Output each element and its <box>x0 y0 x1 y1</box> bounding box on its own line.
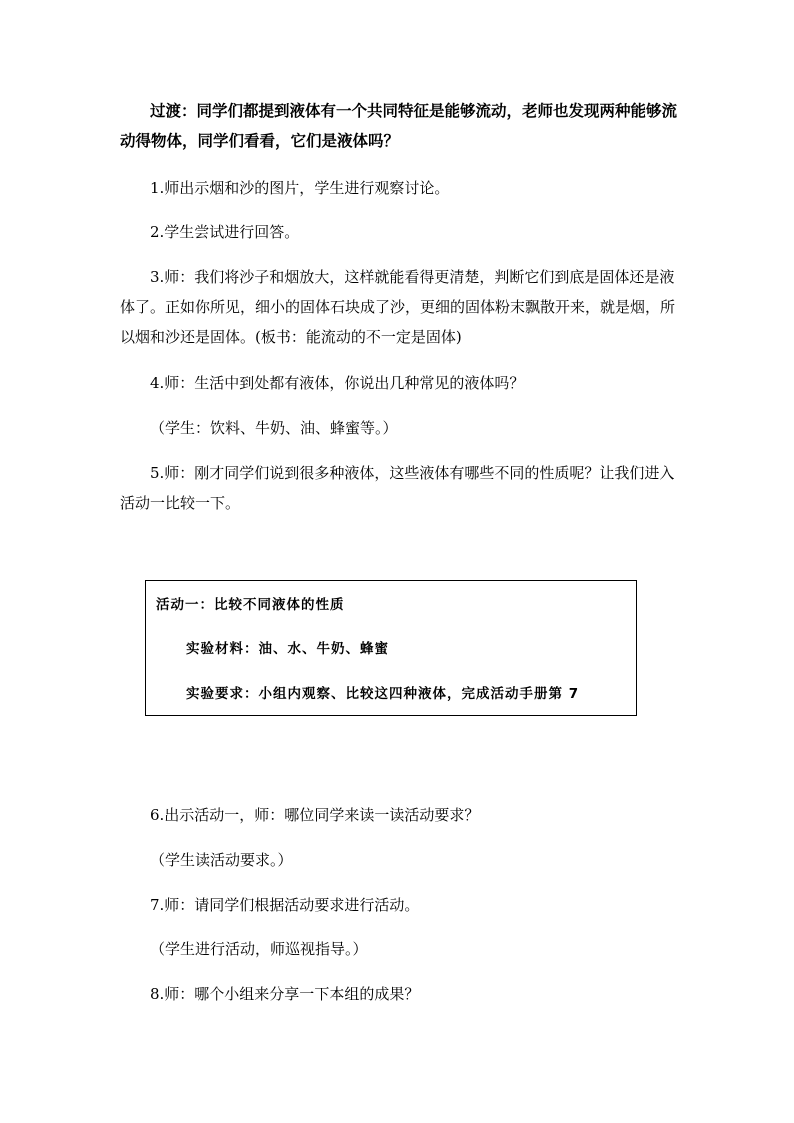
paragraph-transition: 过渡：同学们都提到液体有一个共同特征是能够流动，老师也发现两种能够流动得物体，同学们看看，它们是液体吗？ <box>120 101 678 150</box>
activity-box <box>145 580 637 716</box>
paragraph-7-reply: （学生进行活动，师巡视指导。） <box>150 940 368 958</box>
paragraph-2: 2.学生尝试进行回答。 <box>150 223 300 241</box>
paragraph-1: 1.师出示烟和沙的图片，学生进行观察讨论。 <box>150 179 450 197</box>
paragraph-6-reply: （学生读活动要求。） <box>150 851 293 869</box>
paragraph-7: 7.师：请同学们根据活动要求进行活动。 <box>150 896 420 914</box>
paragraph-3: 3.师：我们将沙子和烟放大，这样就能看得更清楚，判断它们到底是固体还是液体了。正如你所见，细小的固体石块成了沙，更细的固体粉末飘散开来，就是烟，所以烟和沙还是固体。(板书：能流动的不一定是固体) <box>120 268 676 346</box>
paragraph-4: 4.师：生活中到处都有液体，你说出几种常见的液体吗？ <box>150 374 525 392</box>
paragraph-6: 6.出示活动一，师：哪位同学来读一读活动要求？ <box>150 806 480 824</box>
paragraph-5: 5.师：刚才同学们说到很多种液体，这些液体有哪些不同的性质呢？让我们进入活动一比较一下。 <box>120 464 675 512</box>
activity-title: 活动一：比较不同液体的性质 <box>156 597 345 613</box>
activity-requirements: 实验要求：小组内观察、比较这四种液体，完成活动手册第 7 <box>186 686 580 702</box>
activity-materials: 实验材料：油、水、牛奶、蜂蜜 <box>186 641 389 657</box>
paragraph-8: 8.师：哪个小组来分享一下本组的成果？ <box>150 985 420 1003</box>
paragraph-4-reply: （学生：饮料、牛奶、油、蜂蜜等。） <box>150 419 398 437</box>
